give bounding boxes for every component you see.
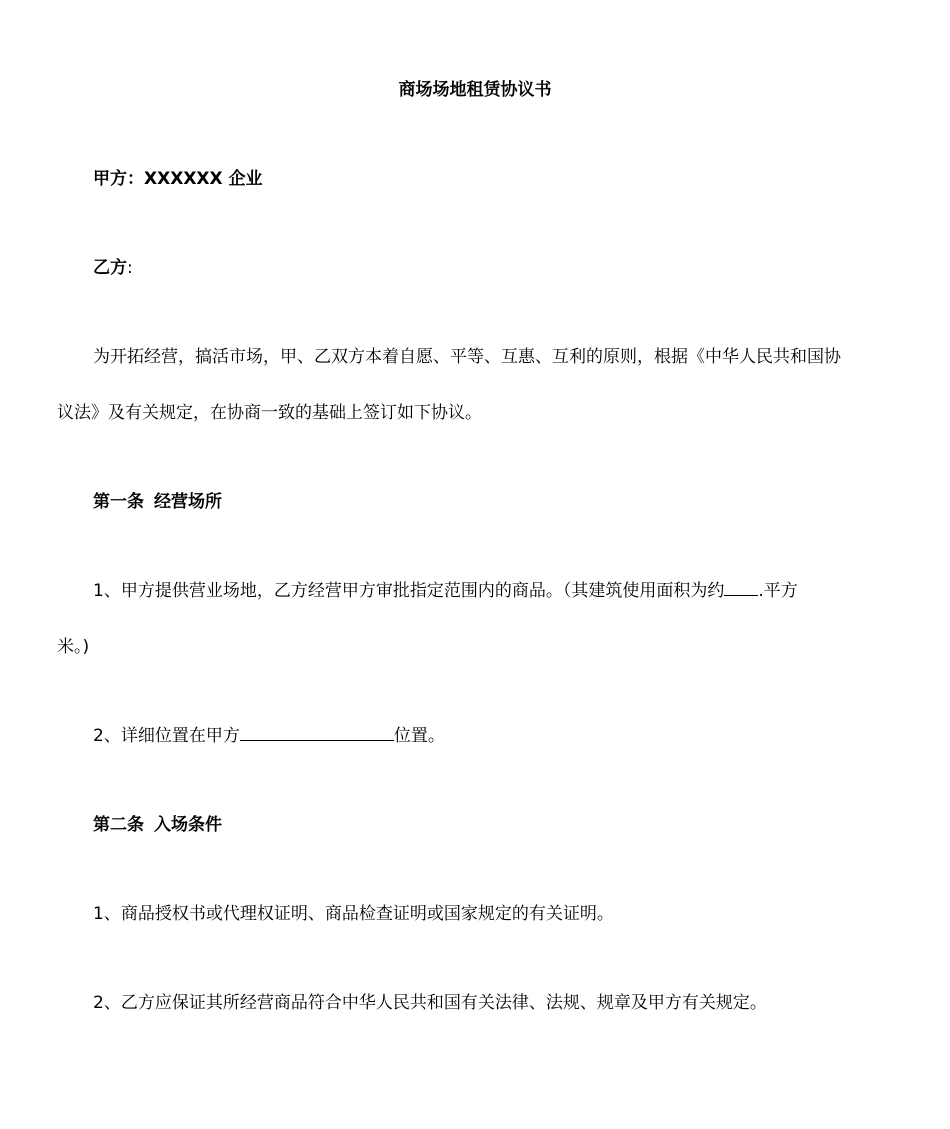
location-blank: [240, 724, 394, 741]
article-1-item-1-unit: .平方: [758, 581, 798, 601]
area-blank: [724, 579, 758, 596]
article-2-heading: [93, 813, 222, 837]
article-2-label: 第二条: [93, 815, 144, 835]
intro-line-1: 为开拓经营，搞活市场，甲、乙双方本着自愿、平等、互惠、互利的原则，根据《中华人民共和国协: [93, 347, 841, 367]
document-title: 商场场地租赁协议书: [398, 80, 552, 100]
party-b-line: [93, 256, 133, 280]
article-1-title: 经营场所: [154, 492, 222, 512]
article-1-item-1-line-1: [93, 579, 798, 603]
article-1-label: 第一条: [93, 492, 144, 512]
article-2-title: 入场条件: [154, 815, 222, 835]
article-1-item-2: [93, 724, 445, 748]
party-a-label: 甲方：: [93, 169, 144, 189]
article-1-item-2-suffix: 位置。: [393, 726, 445, 746]
party-a-line: [93, 167, 263, 191]
party-a-value: XXXXXX 企业: [144, 169, 263, 189]
party-b-colon: :: [127, 258, 133, 278]
intro-line-2: 议法》及有关规定，在协商一致的基础上签订如下协议。: [57, 403, 482, 423]
article-1-item-1-text: 1、甲方提供营业场地，乙方经营甲方审批指定范围内的商品。（其建筑使用面积为约: [93, 581, 725, 601]
article-1-item-2-text: 2、详细位置在甲方: [93, 726, 240, 746]
article-2-item-1: 1、商品授权书或代理权证明、商品检查证明或国家规定的有关证明。: [93, 904, 614, 924]
article-1-heading: [93, 490, 222, 514]
article-2-item-2: 2、乙方应保证其所经营商品符合中华人民共和国有关法律、法规、规章及甲方有关规定。: [93, 993, 767, 1013]
party-b-label: 乙方: [93, 258, 127, 278]
article-1-item-1-line-2: 米。): [57, 637, 90, 657]
